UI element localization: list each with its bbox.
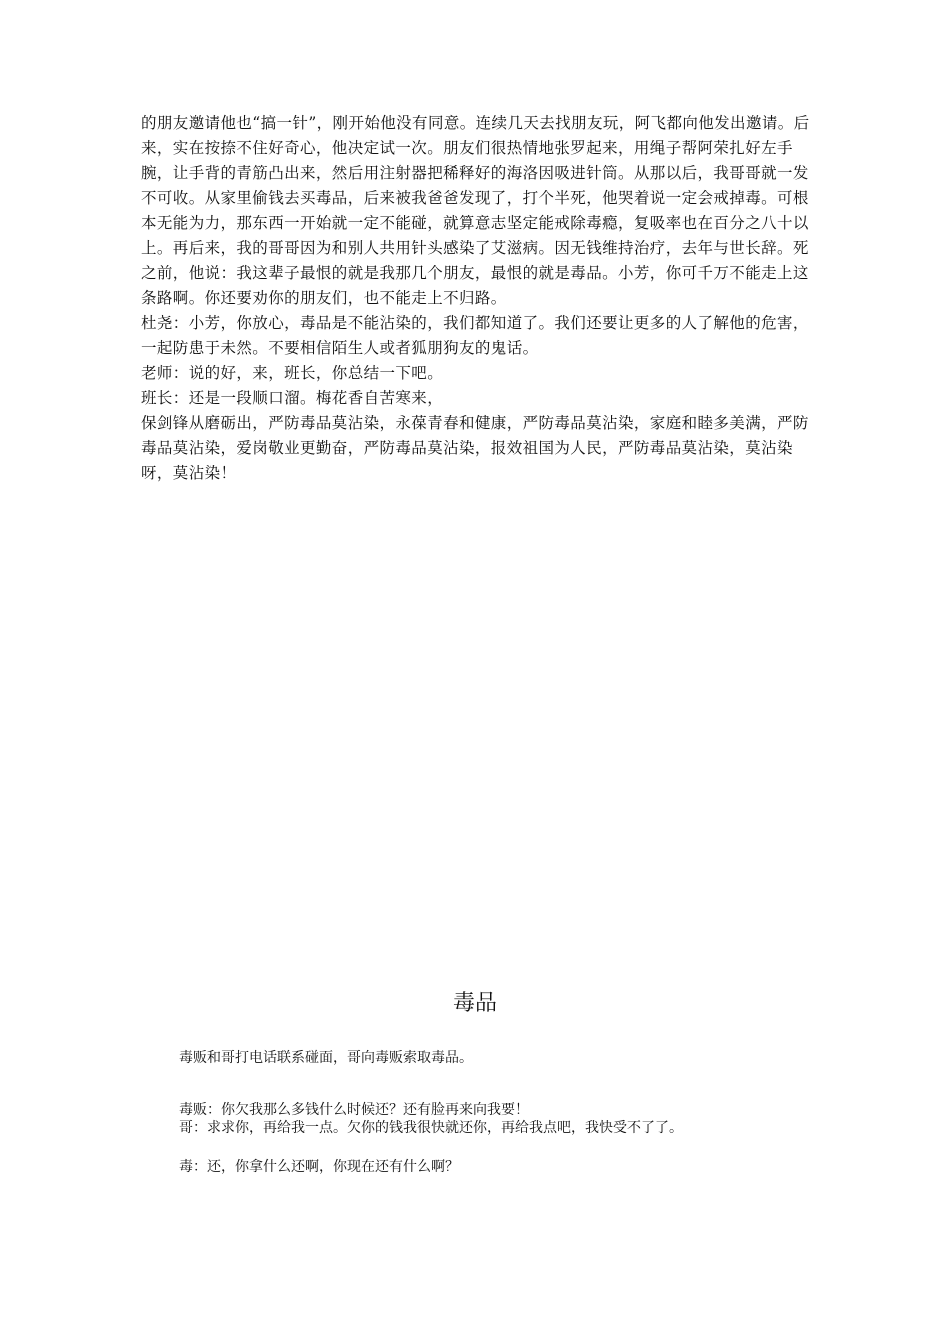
dialogue-dealer-line-2: 毒：还，你拿什么还啊，你现在还有什么啊？	[179, 1159, 459, 1175]
dialogue-block-2	[179, 1158, 879, 1176]
paragraph-brother-story: 的朋友邀请他也“搞一针”，刚开始他没有同意。连续几天去找朋友玩，阿飞都向他发出邀请。后来，实在按捺不住好奇心，他决定试一次。朋友们很热情地张罗起来，用绳子帮阿荣扎好左手腕，让手背的青筋凸出来，然后用注射器把稀释好的海洛因吸进针筒。从那以后，我哥哥就一发不可收。从家里偷钱去买毒品，后来被我爸爸发现了，打个半死，他哭着说一定会戒掉毒。可根本无能为力，那东西一开始就一定不能碰，就算意志坚定能戒除毒瘾，复吸率也在百分之八十以上。再后来，我的哥哥因为和别人共用针头感染了艾滋病。因无钱维持治疗，去年与世长辞。死之前，他说：我这辈子最恨的就是我那几个朋友，最恨的就是毒品。小芳，你可千万不能走上这条路啊。你还要劝你的朋友们，也不能走上不归路。	[141, 114, 810, 307]
paragraph-rhyme: 保剑锋从磨砺出，严防毒品莫沾染，永葆青春和健康，严防毒品莫沾染，家庭和睦多美满，严防毒品莫沾染，爱岗敬业更勤奋，严防毒品莫沾染，报效祖国为人民，严防毒品莫沾染，莫沾染呀，莫沾染！	[141, 414, 809, 482]
paragraph-duyao: 杜尧：小芳，你放心，毒品是不能沾染的，我们都知道了。我们还要让更多的人了解他的危害，一起防患于未然。不要相信陌生人或者狐朋狗友的鬼话。	[141, 314, 809, 357]
section-title: 毒品	[452, 991, 497, 1016]
dialogue-block-1	[179, 1101, 879, 1137]
paragraph-teacher: 老师：说的好，来，班长，你总结一下吧。	[141, 364, 444, 382]
top-text-block	[141, 111, 821, 486]
dialogue-dealer-line: 毒贩：你欠我那么多钱什么时候还？还有脸再来向我要！	[179, 1102, 529, 1118]
dialogue-brother-line: 哥：求求你，再给我一点。欠你的钱我很快就还你，再给我点吧，我快受不了了。	[179, 1120, 683, 1136]
scene-intro-text: 毒贩和哥打电话联系碰面，哥向毒贩索取毒品。	[179, 1050, 473, 1066]
scene-intro	[179, 1049, 879, 1067]
paragraph-monitor: 班长：还是一段顺口溜。梅花香自苦寒来，	[141, 389, 444, 407]
